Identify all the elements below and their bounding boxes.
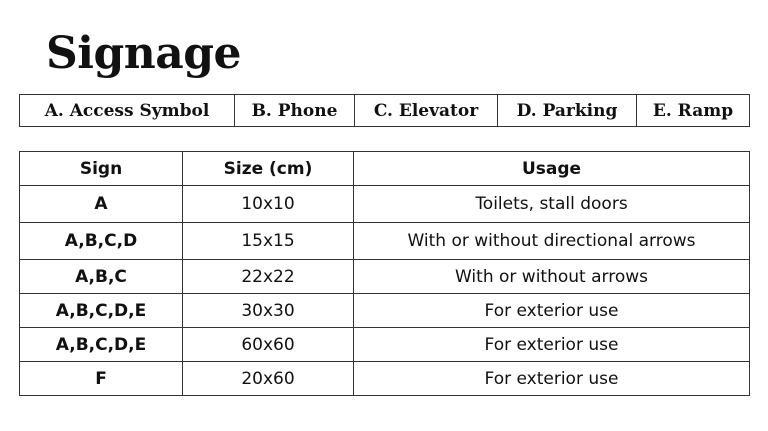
- table-row: [20, 260, 750, 294]
- table-row: [20, 223, 750, 260]
- column-header-sign: Sign: [20, 152, 183, 186]
- usage-cell: For exterior use: [354, 362, 750, 396]
- legend-item-access-symbol: A. Access Symbol: [20, 95, 235, 127]
- sign-cell: A,B,C: [20, 260, 183, 294]
- legend-item-elevator: C. Elevator: [355, 95, 498, 127]
- column-header-usage: Usage: [354, 152, 750, 186]
- signage-table: [19, 151, 750, 396]
- table-row: [20, 328, 750, 362]
- size-cell: 15x15: [183, 223, 354, 260]
- usage-cell: For exterior use: [354, 328, 750, 362]
- sign-cell: A: [20, 186, 183, 223]
- size-cell: 10x10: [183, 186, 354, 223]
- column-header-size: Size (cm): [183, 152, 354, 186]
- usage-cell: Toilets, stall doors: [354, 186, 750, 223]
- table-row: [20, 362, 750, 396]
- table-row: [20, 186, 750, 223]
- page-title: Signage: [46, 28, 242, 79]
- size-cell: 20x60: [183, 362, 354, 396]
- usage-cell: With or without arrows: [354, 260, 750, 294]
- sign-cell: A,B,C,D,E: [20, 294, 183, 328]
- size-cell: 60x60: [183, 328, 354, 362]
- sign-cell: F: [20, 362, 183, 396]
- sign-legend: [19, 94, 750, 127]
- table-header-row: [20, 152, 750, 186]
- legend-item-ramp: E. Ramp: [637, 95, 750, 127]
- table-row: [20, 294, 750, 328]
- size-cell: 30x30: [183, 294, 354, 328]
- legend-item-phone: B. Phone: [235, 95, 355, 127]
- sign-cell: A,B,C,D,E: [20, 328, 183, 362]
- legend-item-parking: D. Parking: [498, 95, 637, 127]
- size-cell: 22x22: [183, 260, 354, 294]
- usage-cell: For exterior use: [354, 294, 750, 328]
- sign-cell: A,B,C,D: [20, 223, 183, 260]
- legend-row: [20, 95, 750, 127]
- usage-cell: With or without directional arrows: [354, 223, 750, 260]
